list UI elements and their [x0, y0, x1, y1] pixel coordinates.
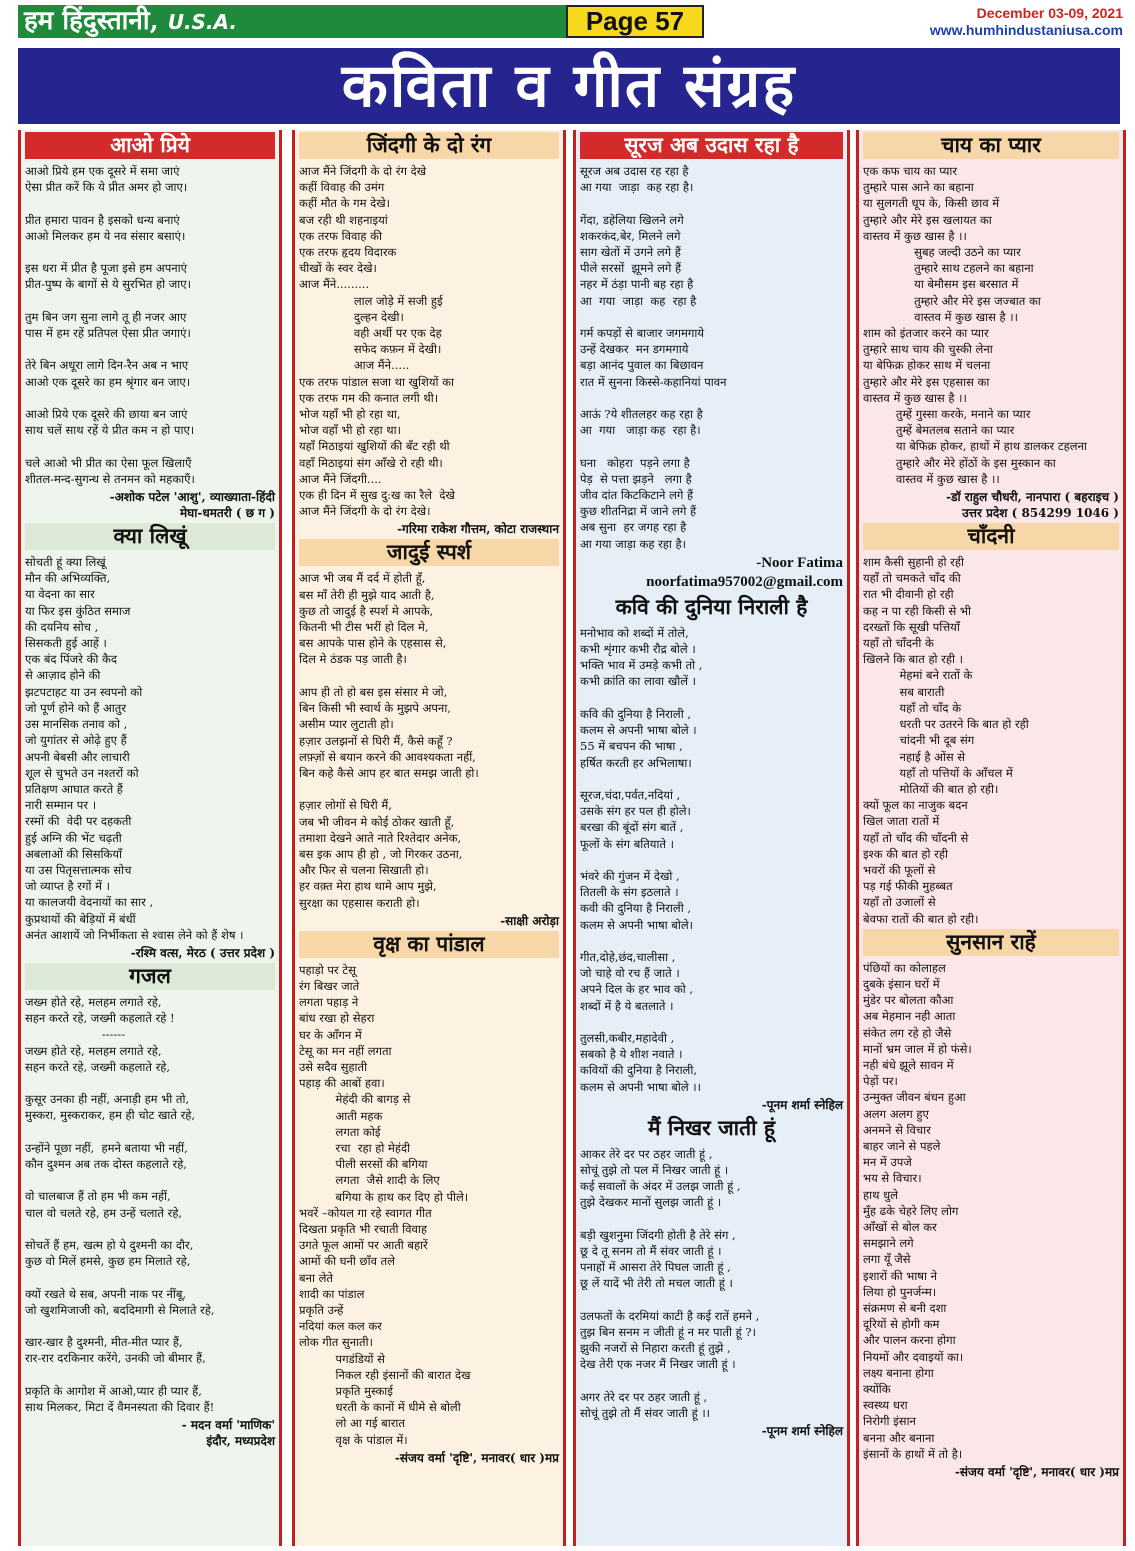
poem-author: -संजय वर्मा 'दृष्टि', मनावर( धार )मप्र: [394, 1450, 559, 1465]
poem-author: -अशोक पटेल 'आशु', व्याख्याता-हिंदी मेघा-धमतरी ( छ ग ): [109, 490, 275, 521]
poem-author: -रश्मि वत्स, मेरठ ( उत्तर प्रदेश ): [130, 945, 275, 960]
poem-title: आओ प्रिये: [25, 132, 275, 159]
author-email: noorfatima957002@gmail.com: [646, 573, 843, 590]
poem-body: शाम कैसी सुहानी हो रही यहाँ तो चमकते चाँद की रात भी दीवानी हो रही कह न पा रही किसी से भी दरख्तों कि सूखी पत्तियाँ यहाँ तो चाँदनी के खिलने कि बात हो रही । मेहमां बने रातों के सब बाराती यहाँ तो चाँद के धरती पर उतरने कि बात हो रही चांदनी भी दूब संग नहाई है ओंस से यहाँ तो पत्तियों के आँचल में मोतियों की बात हो रही। क्यों फूल का नाजुक बदन खिल जाता रातों में यहाँ तो चाँद की चाँदनी से इश्क की बात हो रही भवरों की फूलों से पड़ गई फीकी मुहब्बत यहाँ तो उजालों से बेवफा रातों की बात हो रही।: [863, 555, 1029, 926]
page-number: Page 57: [566, 5, 704, 38]
poem-author: -गरिमा राकेश गौत्तम, कोटा राजस्थान: [397, 522, 559, 537]
poem-title: क्या लिखूं: [25, 523, 275, 550]
issue-date: December 03-09, 2021: [976, 5, 1123, 21]
column-3: [573, 130, 850, 1546]
column-4: [856, 130, 1126, 1546]
column-1: [18, 130, 282, 1546]
poem-author: -Noor Fatima: [756, 554, 843, 571]
poem-body: सोचती हूं क्या लिखूं मौन की अभिव्यक्ति, या वेदना का सार या फिर इस कुंठित समाज की दयनिय सोच , सिसकती हुई आहें । एक बंद पिंजरे की कैद से आज़ाद होने की झटपटाहट या उन स्वपनो को जो पूर्ण होने को हैं आतुर उस मानसिक तनाव को , जो युगांतर से ओढ़े हुए हैं अपनी बेबसी और लाचारी शूल से चुभते उन नश्तरों को प्रतिक्षण आघात करते हैं नारी सम्मान पर । रस्मों की वेदी पर दहकती हुई अग्नि की भेंट चढ़ती अबलाओं की सिसकियाँ या उस पितृसत्तात्मक सोच जो व्याप्त है रगों में । या कालजयी वेदनायों का सार , कुप्रथायों की बेड़ियों में बंधीं अनंत आशायें जो निर्भीकता से श्वास लेने को हैं शेष ।: [25, 555, 244, 942]
poem-body: आकर तेरे दर पर ठहर जाती हूं , सोचूं तुझे तो पल में निखर जाती हूं । कई सवालों के अंदर में उलझ जाती हूं , तुझे देखकर मानों सुलझ जाती हूं । बड़ी खुशनुमा जिंदगी होती है तेरे संग , छू दे तू सनम तो मैं संवर जाती हूं । पनाहों में आसरा तेरे पिघल जाती हूं , छू लें यादें भी तेरी तो मचल जाती हूं । उलफतों के दरमियां काटी है कई रातें हमने , तुझ बिन सनम न जीती हूं न मर पाती हूं ?। झुकी नजरों से निहारा करती हूं तुझे , देख तेरी एक नजर मैं निखर जाती हूं । अगर तेरे दर पर ठहर जाती हूं , सोचूं तुझे तो मैं संवर जाती हूं ।।: [580, 1146, 760, 1421]
paper-name: [18, 5, 566, 38]
poem-title: चाँदनी: [863, 523, 1119, 550]
paper-suffix: U.S.A.: [167, 10, 237, 34]
poem-author: -डॉ राहुल चौधरी, नानपारा ( बहराइच ) उत्तर प्रदेश ( 854299 1046 ): [946, 490, 1119, 521]
poem-title: चाय का प्यार: [863, 132, 1119, 159]
poem-author: -साक्षी अरोड़ा: [500, 913, 559, 928]
poem-body: जख्म होते रहे, मलहम लगाते रहे, सहन करते रहे, जख्मी कहलाते रहे ! ------ जख्म होते रहे, मलहम लगाते रहे, सहन करते रहे, जख्मी कहलाते रहे, कुसूर उनका ही नहीं, अनाड़ी हम भी तो, मुस्करा, मुस्कराकर, हम ही चोट खाते रहे, उन्होंने पूछा नहीं, हमने बताया भी नहीं, कौन दुश्मन अब तक दोस्त कहलाते रहे, वो चालबाज हैं तो हम भी कम नहीं, चाल वो चलते रहे, हम उन्हें चलाते रहे, सोचतें हैं हम, खत्म हो ये दुश्मनी का दौर, कुछ वो मिलें हमसे, कुछ हम मिलाते रहे, क्यों रखते थे सब, अपनी नाक पर नींबू, जो खुशमिजाजी को, बददिमागी से मिलाते रहे, खार-खार है दुश्मनी, मीत-मीत प्यार हैं, रार-रार दरकिनार करेंगे, उनकी जो बीमार हैं, प्रकृति के आगोश में आओ,प्यार ही प्यार हैं, साथ मिलकर, मिटा दें वैमनस्यता की दिवार हैं!: [25, 994, 215, 1415]
poem-title: सुनसान राहें: [863, 929, 1119, 956]
poem-body: पंछियों का कोलाहल दुबके इंसान घरों में मुंडेर पर बोलता कौआ अब मेहमान नही आता संकेत लग रहे हो जैसे मानों भ्रम जाल में हो फंसे। नही बंधे झूले सावन में पेड़ों पर। उन्मुक्त जीवन बंधन हुआ अलग अलग हुए अनमने से विचार बाहर जाने से पहले मन में उपजे भय से विचार। हाथ धुले मुँह ढके चेहरे लिए लोग आँखों से बोल कर समझाने लगे लगा यूँ जैसे इशारों की भाषा ने लिया हो पुनर्जन्म। संक्रमण से बनी दशा दूरियों से होगी कम और पालन करना होगा नियमों और दवाइयों का। लक्ष्य बनाना होगा क्योंकि स्वस्थ्य धरा निरोगी इंसान बनना और बनाना इंसानों के हाथों में तो है।: [863, 960, 972, 1461]
poem-title: सूरज अब उदास रहा है: [580, 132, 843, 159]
poem-title: मैं निखर जाती हूं: [648, 1115, 775, 1140]
poem-body: मनोभाव को शब्दों में तोले, कभी शृंगार कभी रौद्र बोले । भक्ति भाव में उमड़े कभी तो , कभी क्रांति का लावा खौलें । कवि की दुनिया है निराली , कलम से अपनी भाषा बोले । 55 में बचपन की भाषा , हर्षित करती हर अभिलाषा। सूरज,चंदा,पर्वत,नदियां , उसके संग हर पल ही होले। बरखा की बूंदों संग बातें , फूलों के संग बतियाते । भंवरे की गुंजन में देखो , तितली के संग इठलाते । कवी की दुनिया है निराली , कलम से अपनी भाषा बोले। गीत,दोहे,छंद,चालीसा , जो चाहे वो रच हैं जाते । अपने दिल के हर भाव को , शब्दों में है ये बतलाते । तुलसी,कबीर,महादेवी , सबको है ये शीश नवाते । कवियों की दुनिया है निराली, कलम से अपनी भाषा बोले ।।: [580, 625, 703, 1094]
column-2: [292, 130, 566, 1546]
poem-author: -पूनम शर्मा स्नेहिल: [761, 1424, 843, 1439]
poem-title: जिंदगी के दो रंग: [299, 132, 559, 159]
poem-author: - मदन वर्मा 'माणिक' इंदौर, मध्यप्रदेश: [181, 1418, 275, 1449]
poem-title: गजल: [25, 963, 275, 990]
section-banner: कविता व गीत संग्रह: [18, 48, 1120, 124]
poem-title: वृक्ष का पांडाल: [299, 931, 559, 958]
poem-title: जादुई स्पर्श: [299, 539, 559, 566]
poem-body: पहाड़ो पर टेसू रंग बिखर जाते लगता पहाड़ ने बांध रखा हो सेहरा घर के आँगन में टेसू का मन नहीं लगता उसे सदैव सुहाती पहाड़ की आबों हवा। मेहंदी की बागड़ से आती महक लगता कोई रचा रहा हो मेहंदी पीली सरसों की बगिया लगता जैसे शादी के लिए बगिया के हाथ कर दिए हो पीले। भवरें –कोयल गा रहे स्वागत गीत दिखता प्रकृति भी रचाती विवाह उगते फूल आमों पर आती बहारें आमों की घनी छाँव तले बना लेते शादी का पांडाल प्रकृति उन्हें नदियां कल कल कर लोक गीत सुनाती। पगडंडियों से निकल रही इंसानों की बारात देख प्रकृति मुस्काई धरती के कानों में धीमे से बोली लो आ गई बारात वृक्ष के पांडाल में।: [299, 962, 471, 1447]
website-link[interactable]: www.humhindustaniusa.com: [929, 22, 1123, 38]
paper-name-text: हम हिंदुस्तानी,: [24, 6, 159, 36]
poem-body: एक कफ चाय का प्यार तुम्हारे पास आने का बहाना या सुलगती धूप के, किसी छाव में तुम्हारे और मेरे इस खलायत का वास्तव में कुछ खास है ।। सुबह जल्दी उठने का प्यार तुम्हारे साथ टहलने का बहाना या बेमौसम इस बरसात में तुम्हारे और मेरे इस जज्बात का वास्तव में कुछ खास है ।। शाम को इंतजार करने का प्यार तुम्हारे साथ चाय की चुस्की लेना या बेफिक्र होकर साथ में चलना तुम्हारे और मेरे इस एहसास का वास्तव में कुछ खास है ।। तुम्हें गुस्सा करके, मनाने का प्यार तुम्हें बेमतलब सताने का प्यार या बेफिक्र होकर, हाथों में हाथ डालकर टहलना तुम्हारे और मेरे होंठों के इस मुस्कान का वास्तव में कुछ खास है ।।: [863, 164, 1087, 486]
poem-title: कवि की दुनिया निराली है: [615, 594, 808, 619]
poem-body: आज मैंने जिंदगी के दो रंग देखे कहीं विवाह की उमंग कहीं मौत के गम देखे। बज रही थी शहनाइयां एक तरफ विवाह की एक तरफ हृदय विदारक चीखों के स्वर देखे। आज मैंने......... लाल जोड़े में सजी हुई दुल्हन देखी। वही अर्थी पर एक देह सफेद कफ़न में देखी। आज मैंने..... एक तरफ पांडाल सजा था खुशियों का एक तरफ गम की कनात लगी थी। भोज यहाँ भी हो रहा था, भोज वहाँ भी हो रहा था। यहाँ मिठाइयां खुशियों की बँट रही थी वहाँ मिठाइयां संग आँखे रो रही थी। आज मैंने जिंदगी.... एक ही दिन में सुख दु:ख का रैले देखे आज मैंने जिंदगी के दो रंग देखे।: [299, 164, 455, 519]
poem-body: आओ प्रिये हम एक दूसरे में समा जाएं ऐसा प्रीत करें कि ये प्रीत अमर हो जाए। प्रीत हमारा पावन है इसको धन्य बनाएं आओ मिलकर हम ये नव संसार बसाएं। इस धरा में प्रीत है पूजा इसे हम अपनाएं प्रीत-पुष्प के बागों से ये सुरभित हो जाए। तुम बिन जग सुना लागे तू ही नजर आए पास में हम रहें प्रतिपल ऐसा प्रीत जगाएं। तेरे बिन अधूरा लागे दिन-रैन अब न भाए आओ एक दूसरे का हम श्रृंगार बन जाए। आओ प्रिये एक दूसरे की छाया बन जाएं साथ चलें साथ रहें ये प्रीत कम न हो पाए। चले आओ भी प्रीत का ऐसा फूल खिलाएँ शीतल-मन्द-सुगन्ध से तनमन को महकाएँ।: [25, 164, 195, 486]
poem-author: -संजय वर्मा 'दृष्टि', मनावर( धार )मप्र: [954, 1465, 1119, 1480]
poem-author: -पूनम शर्मा स्नेहिल: [761, 1097, 843, 1112]
poem-body: सूरज अब उदास रह रहा है आ गया जाड़ा कह रहा है। गेंदा, डहेलिया खिलने लगे शकरकंद,बेर, मिलने लगे साग खेतों में उगने लगे हैं पीले सरसों झूमने लगे हैं नहर में ठंड़ा पानी बह रहा है आ गया जाड़ा कह रहा है गर्म कपड़ों से बाजार जगमगाये उन्हें देखकर मन डगमगाये बड़ा आनंद पुवाल का बिछावन रात में सुनना किस्से-कहानियां पावन आऊं ?ये शीतलहर कह रहा है आ गया जाड़ा कह रहा है। घना कोहरा पड़ने लगा है पेड़ से पत्ता झड़ने लगा है जीव दांत किटकिटाने लगे हैं कुछ शीतनिद्रा में जाने लगे हैं अब सुना हर जगह रहा है आ गया जाड़ा कह रहा है।: [580, 164, 727, 551]
poem-body: आज भी जब मैं दर्द में होती हूँ, बस माँ तेरी ही मुझे याद आती है, कुछ तो जादुई है स्पर्श मे आपके, कितनी भी टीस भरीं हो दिल मे, बस आपके पास होने के एहसास से, दिल मे ठंडक पड़ जाती है। आप ही तो हो बस इस संसार मे जो, बिन किसी भी स्वार्थ के मुझपे अपना, असीम प्यार लुटाती हो। हज़ार उलझनों से घिरी मैं, कैसे कहूँ ? लफ़्ज़ों से बयान करने की आवश्यकता नहीं, बिन कहे कैसे आप हर बात समझ जाती हो। हज़ार लोगों से घिरी मैं, जब भी जीवन मे कोई ठोकर खाती हूँ, तमाशा देखने आते नाते रिश्तेदार अनेक, बस इक आप ही हो , जो गिरकर उठना, और फिर से चलना सिखाती हो। हर वक़्त मेरा हाथ थामे आप मुझे, सुरक्षा का एहसास कराती हो।: [299, 571, 479, 910]
